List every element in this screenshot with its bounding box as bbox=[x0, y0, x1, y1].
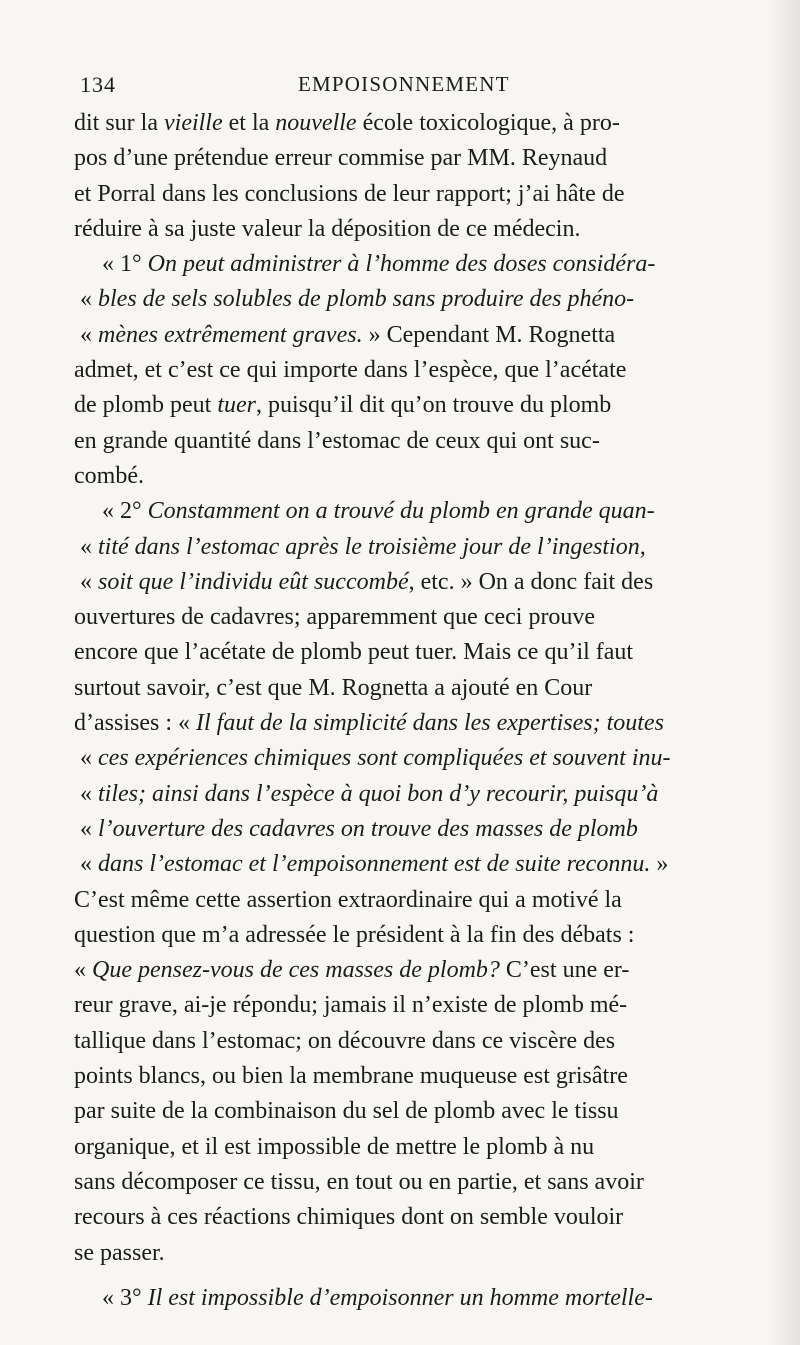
text-line bbox=[74, 141, 724, 176]
text-line bbox=[74, 1165, 724, 1200]
text-span: » Cependant M. Rognetta bbox=[362, 321, 616, 348]
text-span: « bbox=[80, 568, 98, 595]
text-span: « bbox=[80, 851, 98, 878]
italic-text: soit que l’individu eût succombé bbox=[98, 568, 409, 595]
text-span: , puisqu’il dit qu’on trouve du plomb bbox=[255, 392, 612, 419]
text-line bbox=[74, 600, 724, 635]
text-line bbox=[74, 212, 724, 247]
text-line bbox=[74, 812, 724, 847]
italic-text: l’ouverture des cadavres on trouve des masses de plomb bbox=[98, 815, 638, 842]
text-span: et la bbox=[222, 110, 276, 136]
text-span: de plomb peut bbox=[74, 392, 218, 419]
text-span: sans décomposer ce tissu, en tout ou en partie, et sans avoir bbox=[74, 1168, 644, 1195]
text-line bbox=[74, 318, 724, 353]
text-span: « bbox=[80, 780, 98, 807]
text-span: « bbox=[80, 286, 98, 313]
text-span: question que m’a adressée le président à la fin des débats : bbox=[74, 921, 635, 948]
italic-text: vieille bbox=[164, 110, 223, 136]
text-span: dit sur la bbox=[74, 110, 164, 136]
text-span: admet, et c’est ce qui importe dans l’espèce, que l’acétate bbox=[74, 357, 627, 384]
text-line bbox=[74, 847, 724, 882]
page-header bbox=[0, 72, 800, 106]
text-span: réduire à sa juste valeur la déposition de ce médecin. bbox=[74, 215, 581, 242]
text-span: combé. bbox=[74, 462, 144, 489]
text-line bbox=[74, 565, 724, 600]
italic-text: On peut administrer à l’homme des doses considéra- bbox=[147, 251, 656, 278]
text-span: organique, et il est impossible de mettre le plomb à nu bbox=[74, 1133, 595, 1160]
text-line bbox=[74, 1059, 724, 1094]
text-line bbox=[74, 953, 724, 988]
page-number: 134 bbox=[80, 72, 116, 97]
italic-text: Constamment on a trouvé du plomb en grande quan- bbox=[147, 498, 655, 525]
text-line bbox=[74, 988, 724, 1023]
text-span: , etc. » On a donc fait des bbox=[408, 568, 654, 595]
text-line bbox=[74, 1281, 724, 1316]
text-span: encore que l’acétate de plomb peut tuer. Mais ce qu’il faut bbox=[74, 639, 634, 666]
italic-text: Que pensez-vous de ces masses de plomb? bbox=[92, 957, 500, 984]
text-span: C’est une er- bbox=[499, 957, 630, 984]
text-line bbox=[74, 741, 724, 776]
text-line bbox=[74, 706, 724, 741]
italic-text: Il est impossible d’empoisonner un homme mortelle- bbox=[147, 1284, 653, 1311]
text-line bbox=[74, 883, 724, 918]
text-span: « bbox=[80, 321, 98, 348]
text-line bbox=[74, 1130, 724, 1165]
text-span: se passer. bbox=[74, 1239, 165, 1266]
text-span: reur grave, ai-je répondu; jamais il n’existe de plomb mé- bbox=[74, 992, 628, 1019]
page-edge-shadow bbox=[766, 0, 800, 1345]
italic-text: mènes extrêmement graves. bbox=[98, 321, 363, 348]
text-span: « bbox=[80, 533, 98, 560]
text-span: « bbox=[80, 815, 98, 842]
text-span: pos d’une prétendue erreur commise par MM. Reynaud bbox=[74, 145, 608, 172]
text-line bbox=[74, 671, 724, 706]
text-span: recours à ces réactions chimiques dont on semble vouloir bbox=[74, 1204, 624, 1231]
text-span: par suite de la combinaison du sel de plomb avec le tissu bbox=[74, 1098, 619, 1125]
italic-text: tuer bbox=[217, 392, 256, 419]
text-span: « bbox=[80, 745, 98, 772]
italic-text: bles de sels solubles de plomb sans produire des phéno- bbox=[98, 286, 635, 313]
text-span: tallique dans l’estomac; on découvre dans ce viscère des bbox=[74, 1027, 616, 1054]
text-span: « 1° bbox=[102, 251, 148, 278]
text-line bbox=[74, 353, 724, 388]
text-span: C’est même cette assertion extraordinaire qui a motivé la bbox=[74, 886, 622, 913]
italic-text: tiles; ainsi dans l’espèce à quoi bon d’y recourir, puisqu’à bbox=[98, 780, 659, 807]
body-text bbox=[74, 106, 724, 1316]
running-head: EMPOISONNEMENT bbox=[298, 72, 510, 96]
text-line bbox=[74, 424, 724, 459]
text-line bbox=[74, 177, 724, 212]
text-line bbox=[74, 777, 724, 812]
text-line bbox=[74, 530, 724, 565]
text-line bbox=[74, 1094, 724, 1129]
italic-text: Il faut de la simplicité dans les expertises; toutes bbox=[196, 710, 664, 737]
italic-text: dans l’estomac et l’empoisonnement est de suite reconnu. bbox=[98, 851, 651, 878]
text-line bbox=[74, 106, 724, 141]
text-line bbox=[74, 459, 724, 494]
text-span: en grande quantité dans l’estomac de ceux qui ont suc- bbox=[74, 427, 600, 454]
text-line bbox=[74, 1236, 724, 1271]
text-span: » bbox=[650, 851, 669, 878]
text-span: points blancs, ou bien la membrane muqueuse est grisâtre bbox=[74, 1063, 628, 1090]
text-line bbox=[74, 247, 724, 282]
text-line bbox=[74, 635, 724, 670]
text-line bbox=[74, 1024, 724, 1059]
text-span: d’assises : « bbox=[74, 710, 196, 737]
text-span: « 2° bbox=[102, 498, 148, 525]
italic-text: nouvelle bbox=[275, 110, 357, 136]
text-span: école toxicologique, à pro- bbox=[356, 110, 620, 136]
text-line bbox=[74, 282, 724, 317]
text-span: « 3° bbox=[102, 1284, 148, 1311]
italic-text: tité dans l’estomac après le troisième jour de l’ingestion, bbox=[98, 533, 646, 560]
text-line bbox=[74, 1200, 724, 1235]
italic-text: ces expériences chimiques sont compliquées et souvent inu- bbox=[98, 745, 671, 772]
text-span: et Porral dans les conclusions de leur rapport; j’ai hâte de bbox=[74, 180, 625, 207]
text-line bbox=[74, 388, 724, 423]
text-span: ouvertures de cadavres; apparemment que ceci prouve bbox=[74, 604, 596, 631]
text-line bbox=[74, 494, 724, 529]
text-span: « bbox=[74, 957, 92, 984]
text-line bbox=[74, 918, 724, 953]
text-span: surtout savoir, c’est que M. Rognetta a ajouté en Cour bbox=[74, 674, 593, 701]
